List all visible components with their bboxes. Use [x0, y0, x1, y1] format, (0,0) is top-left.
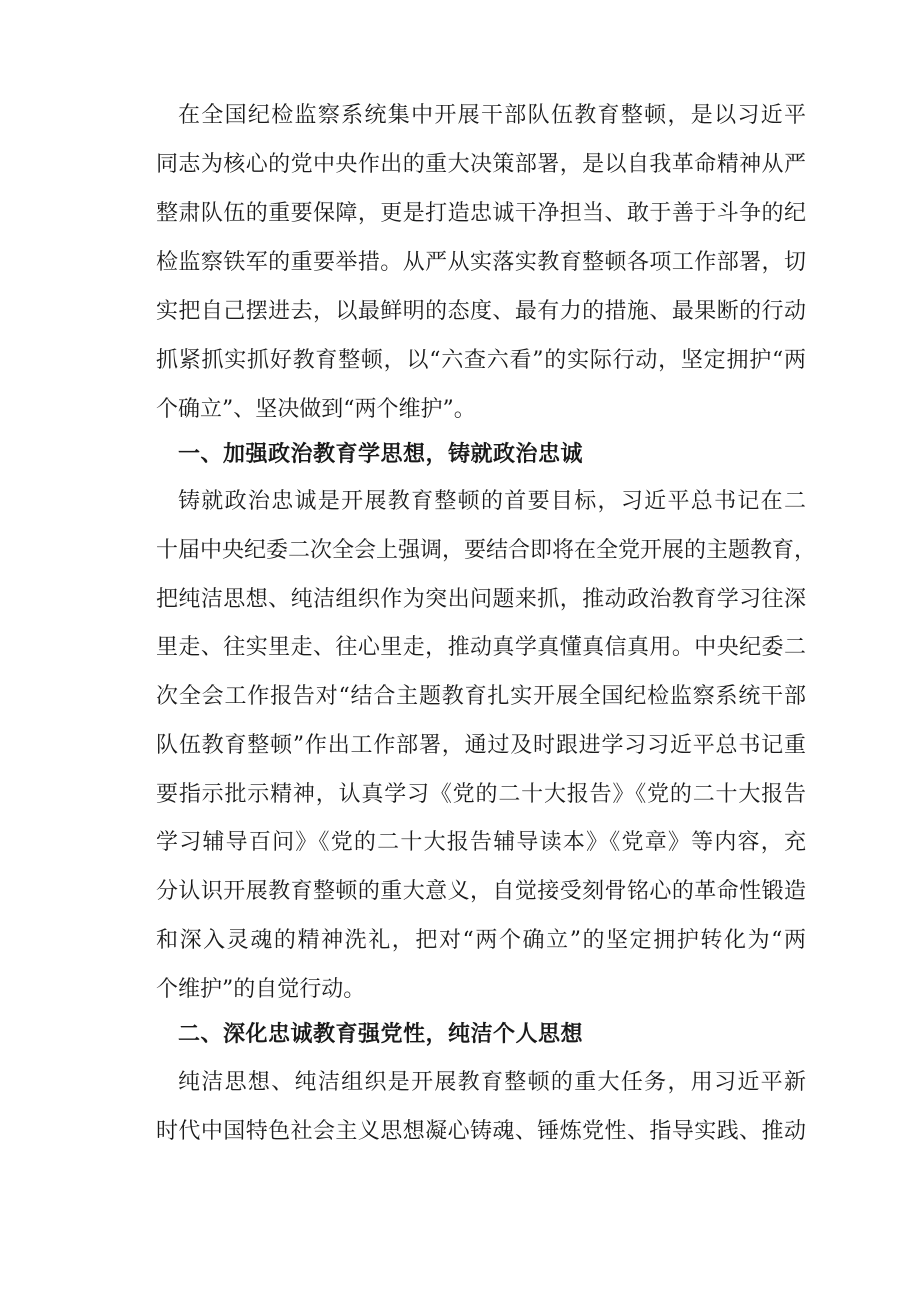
- paragraph-line: 队伍教育整顿”作出工作部署，通过及时跟进学习习近平总书记重: [156, 733, 806, 758]
- paragraph-line: 实把自己摆进去，以最鲜明的态度、最有力的措施、最果断的行动: [156, 299, 806, 324]
- paragraph-line: 个确立”、坚决做到“两个维护”。: [156, 397, 476, 422]
- section-heading-1: 一、加强政治教育学思想，铸就政治忠诚: [178, 442, 584, 467]
- paragraph-line: 时代中国特色社会主义思想凝心铸魂、锤炼党性、指导实践、推动: [156, 1119, 806, 1144]
- paragraph-line: 里走、往实里走、往心里走，推动真学真懂真信真用。中央纪委二: [156, 635, 806, 660]
- paragraph-line: 和深入灵魂的精神洗礼，把对“两个确立”的坚定拥护转化为“两: [156, 928, 806, 953]
- paragraph-line: 在全国纪检监察系统集中开展干部队伍教育整顿，是以习近平: [178, 103, 806, 128]
- paragraph-line: 学习辅导百问》《党的二十大报告辅导读本》《党章》等内容，充: [156, 830, 806, 855]
- paragraph-line: 同志为核心的党中央作出的重大决策部署，是以自我革命精神从严: [156, 152, 806, 177]
- paragraph-line: 把纯洁思想、纯洁组织作为突出问题来抓，推动政治教育学习往深: [156, 587, 806, 612]
- paragraph-line: 个维护”的自觉行动。: [156, 977, 366, 1002]
- paragraph-line: 次全会工作报告对“结合主题教育扎实开展全国纪检监察系统干部: [156, 684, 806, 709]
- paragraph-line: 整肃队伍的重要保障，更是打造忠诚干净担当、敢于善于斗争的纪: [156, 201, 806, 226]
- section-heading-2: 二、深化忠诚教育强党性，纯洁个人思想: [178, 1022, 584, 1047]
- paragraph-line: 抓紧抓实抓好教育整顿，以“六查六看”的实际行动，坚定拥护“两: [156, 348, 806, 373]
- paragraph-line: 要指示批示精神，认真学习《党的二十大报告》《党的二十大报告: [156, 782, 806, 807]
- paragraph-line: 分认识开展教育整顿的重大意义，自觉接受刻骨铭心的革命性锻造: [156, 879, 806, 904]
- paragraph-line: 铸就政治忠诚是开展教育整顿的首要目标，习近平总书记在二: [178, 489, 806, 514]
- paragraph-line: 十届中央纪委二次全会上强调，要结合即将在全党开展的主题教育，: [156, 538, 817, 563]
- paragraph-line: 检监察铁军的重要举措。从严从实落实教育整顿各项工作部署，切: [156, 250, 806, 275]
- paragraph-line: 纯洁思想、纯洁组织是开展教育整顿的重大任务，用习近平新: [178, 1070, 806, 1095]
